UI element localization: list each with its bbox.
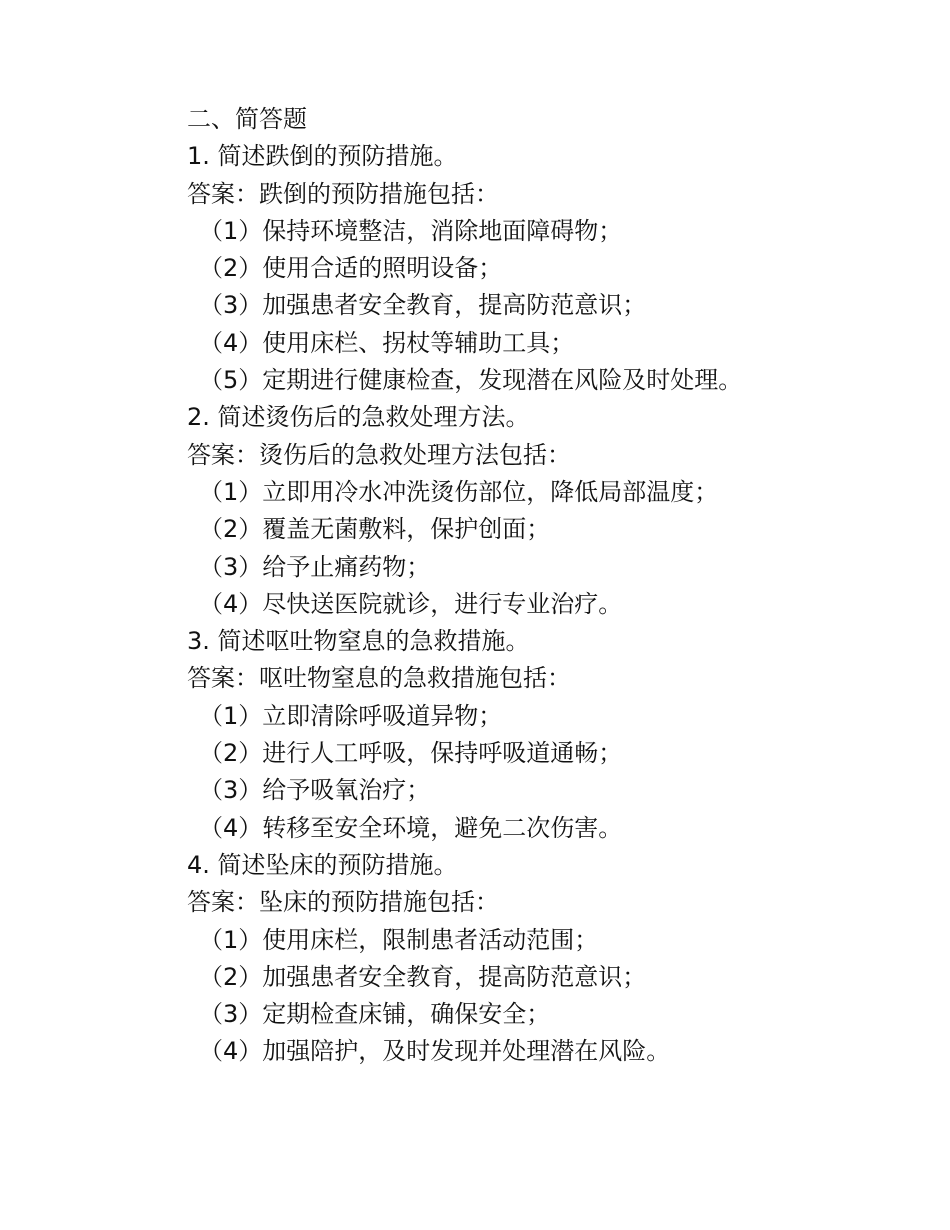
question-text: 3. 简述呕吐物窒息的急救措施。 xyxy=(187,627,530,656)
question-block-2 xyxy=(187,399,907,623)
section-title: 二、简答题 xyxy=(187,105,307,133)
question-text: 4. 简述坠床的预防措施。 xyxy=(187,850,458,879)
answer-intro: 答案：烫伤后的急救处理方法包括： xyxy=(187,440,571,469)
answer-item: （4）使用床栏、拐杖等辅助工具； xyxy=(199,328,575,357)
answer-item: （3）定期检查床铺，确保安全； xyxy=(199,1000,551,1029)
question-block-4 xyxy=(187,847,907,1071)
question-block-3 xyxy=(187,623,907,847)
answer-item: （2）使用合适的照明设备； xyxy=(199,254,503,283)
answer-item: （2）覆盖无菌敷料，保护创面； xyxy=(199,515,551,544)
question-text: 2. 简述烫伤后的急救处理方法。 xyxy=(187,403,530,432)
answer-item: （2）进行人工呼吸，保持呼吸道通畅； xyxy=(199,739,623,768)
answer-item: （3）加强患者安全教育，提高防范意识； xyxy=(199,291,647,320)
answer-item: （1）立即用冷水冲洗烫伤部位，降低局部温度； xyxy=(199,477,719,506)
document-page xyxy=(187,101,907,1071)
answer-item: （1）使用床栏，限制患者活动范围； xyxy=(199,925,599,954)
answer-item: （3）给予吸氧治疗； xyxy=(199,776,431,805)
answer-intro: 答案：跌倒的预防措施包括： xyxy=(187,179,499,208)
answer-intro: 答案：坠床的预防措施包括： xyxy=(187,888,499,917)
answer-item: （2）加强患者安全教育，提高防范意识； xyxy=(199,962,647,991)
answer-item: （1）保持环境整洁，消除地面障碍物； xyxy=(199,216,623,245)
answer-item: （1）立即清除呼吸道异物； xyxy=(199,701,503,730)
answer-item: （4）转移至安全环境，避免二次伤害。 xyxy=(199,813,623,842)
answer-item: （5）定期进行健康检查，发现潜在风险及时处理。 xyxy=(199,366,743,395)
answer-item: （4）加强陪护，及时发现并处理潜在风险。 xyxy=(199,1037,671,1066)
question-text: 1. 简述跌倒的预防措施。 xyxy=(187,142,458,171)
answer-item: （4）尽快送医院就诊，进行专业治疗。 xyxy=(199,589,623,618)
answer-item: （3）给予止痛药物； xyxy=(199,552,431,581)
answer-intro: 答案：呕吐物窒息的急救措施包括： xyxy=(187,664,571,693)
question-block-1 xyxy=(187,138,907,399)
